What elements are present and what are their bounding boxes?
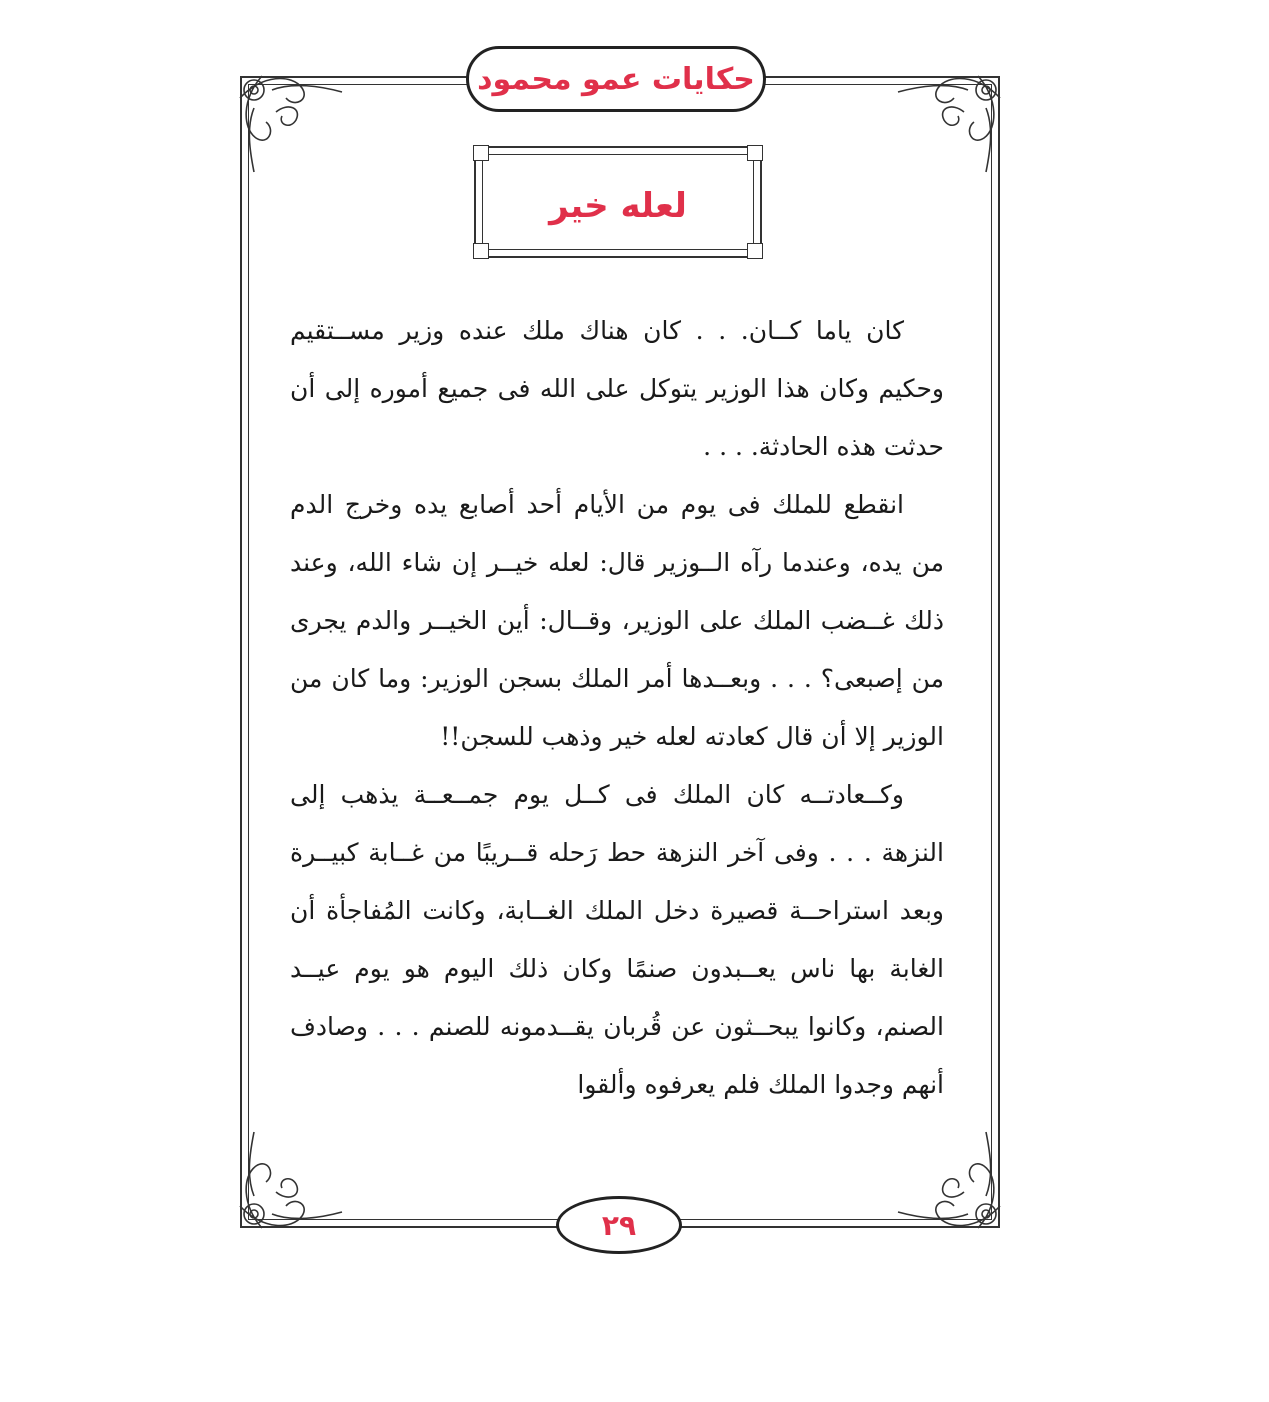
title-box-notch	[747, 145, 763, 161]
ornament-corner-bottom-left	[232, 1126, 352, 1236]
story-paragraph: انقطع للملك فى يوم من الأيام أحد أصابع يده وخرج الدم من يده، وعندما رآه الــوزير قال: لعله خيــر إن شاء الله، وعند ذلك غــضب الملك على الوزير، وقــال: أين الخيــر والدم يجرى من إصبعى؟ . . . وبعــدها أمر الملك بسجن الوزير: وما كان من الوزير إلا أن قال كعادته لعله خير وذهب للسجن!!	[290, 490, 944, 751]
title-box-notch	[473, 145, 489, 161]
ornament-corner-top-left	[232, 68, 352, 178]
story-title-box	[474, 146, 762, 258]
series-title: حكايات عمو محمود	[477, 61, 755, 97]
story-title: لعله خير	[549, 186, 687, 226]
page-number-oval	[556, 1196, 682, 1254]
title-box-notch	[747, 243, 763, 259]
ornament-corner-top-right	[888, 68, 1008, 178]
series-header	[466, 46, 766, 112]
page-number: ٢٩	[601, 1208, 637, 1242]
ornament-corner-bottom-right	[888, 1126, 1008, 1236]
title-box-notch	[473, 243, 489, 259]
story-paragraph: وكــعادتــه كان الملك فى كــل يوم جمــعــة يذهب إلى النزهة . . . وفى آخر النزهة حط رَحله قــريبًا من غــابة كبيــرة وبعد استراحــة قصيرة دخل الملك الغــابة، وكانت المُفاجأة أن الغابة بها ناس يعــبدون صنمًا وكان ذلك اليوم هو يوم عيــد الصنم، وكانوا يبحــثون عن قُربان يقــدمونه للصنم . . . وصادف أنهم وجدوا الملك فلم يعرفوه وألقوا	[290, 780, 944, 1099]
story-body	[290, 302, 944, 1114]
story-paragraph: كان ياما كــان. . . كان هناك ملك عنده وزير مســتقيم وحكيم وكان هذا الوزير يتوكل على الله فى جميع أموره إلى أن حدثت هذه الحادثة. . . .	[290, 316, 944, 461]
